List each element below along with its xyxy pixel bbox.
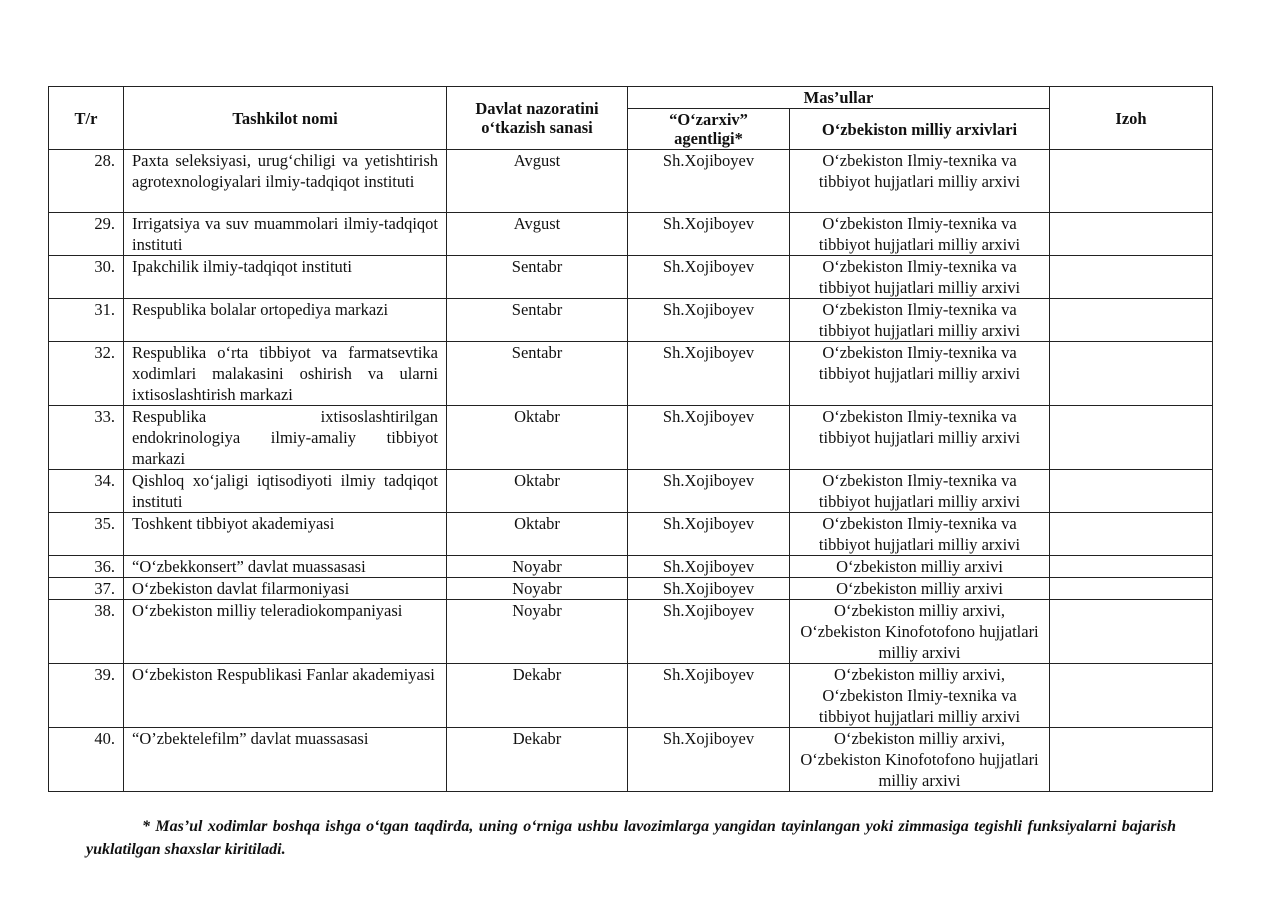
agency-responsible: Sh.Xojiboyev <box>628 513 790 556</box>
table-row <box>49 664 1213 728</box>
national-archive: O‘zbekiston Ilmiy-texnika va tibbiyot hujjatlari milliy arxivi <box>790 342 1050 406</box>
organization-name: Ipakchilik ilmiy-tadqiqot instituti <box>124 256 447 299</box>
table-row <box>49 299 1213 342</box>
national-archive: O‘zbekiston milliy arxivi, O‘zbekiston Kinofotofono hujjatlari milliy arxivi <box>790 728 1050 792</box>
organization-name: O‘zbekiston milliy teleradiokompaniyasi <box>124 600 447 664</box>
table-row <box>49 556 1213 578</box>
organization-name: Respublika bolalar ortopediya markazi <box>124 299 447 342</box>
organization-name: Respublika o‘rta tibbiyot va farmatsevtika xodimlari malakasini oshirish va ularni ixtisoslashtirish markazi <box>124 342 447 406</box>
header-agency: “O‘zarxiv” agentligi* <box>628 109 790 150</box>
row-number: 40. <box>49 728 124 792</box>
agency-responsible: Sh.Xojiboyev <box>628 556 790 578</box>
control-month: Avgust <box>447 150 628 213</box>
organization-name: O‘zbekiston Respublikasi Fanlar akademiyasi <box>124 664 447 728</box>
control-month: Oktabr <box>447 513 628 556</box>
table-row <box>49 406 1213 470</box>
national-archive: O‘zbekiston milliy arxivi <box>790 578 1050 600</box>
national-archive: O‘zbekiston milliy arxivi <box>790 556 1050 578</box>
header-number: T/r <box>49 87 124 150</box>
header-responsible-group: Mas’ullar <box>628 87 1050 109</box>
row-note <box>1050 600 1213 664</box>
national-archive: O‘zbekiston Ilmiy-texnika va tibbiyot hujjatlari milliy arxivi <box>790 406 1050 470</box>
national-archive: O‘zbekiston Ilmiy-texnika va tibbiyot hujjatlari milliy arxivi <box>790 299 1050 342</box>
organization-name: Paxta seleksiyasi, urug‘chiligi va yetishtirish agrotexnologiyalari ilmiy-tadqiqot instituti <box>124 150 447 213</box>
row-number: 31. <box>49 299 124 342</box>
row-number: 30. <box>49 256 124 299</box>
organization-name: Respublika ixtisoslashtirilgan endokrinologiya ilmiy-amaliy tibbiyot markazi <box>124 406 447 470</box>
table-row <box>49 256 1213 299</box>
table-body <box>49 150 1213 792</box>
control-month: Oktabr <box>447 470 628 513</box>
table-row <box>49 578 1213 600</box>
control-month: Noyabr <box>447 578 628 600</box>
control-month: Sentabr <box>447 256 628 299</box>
table-row <box>49 600 1213 664</box>
agency-responsible: Sh.Xojiboyev <box>628 342 790 406</box>
header-note: Izoh <box>1050 87 1213 150</box>
row-note <box>1050 406 1213 470</box>
row-number: 37. <box>49 578 124 600</box>
table-row <box>49 150 1213 213</box>
row-note <box>1050 150 1213 213</box>
national-archive: O‘zbekiston Ilmiy-texnika va tibbiyot hujjatlari milliy arxivi <box>790 213 1050 256</box>
control-month: Dekabr <box>447 728 628 792</box>
agency-responsible: Sh.Xojiboyev <box>628 150 790 213</box>
control-month: Noyabr <box>447 556 628 578</box>
row-number: 38. <box>49 600 124 664</box>
national-archive: O‘zbekiston milliy arxivi, O‘zbekiston Kinofotofono hujjatlari milliy arxivi <box>790 600 1050 664</box>
agency-responsible: Sh.Xojiboyev <box>628 256 790 299</box>
control-schedule-table <box>48 86 1213 792</box>
row-note <box>1050 470 1213 513</box>
organization-name: Irrigatsiya va suv muammolari ilmiy-tadqiqot instituti <box>124 213 447 256</box>
row-number: 28. <box>49 150 124 213</box>
row-note <box>1050 213 1213 256</box>
control-month: Noyabr <box>447 600 628 664</box>
row-note <box>1050 664 1213 728</box>
control-month: Sentabr <box>447 342 628 406</box>
row-note <box>1050 578 1213 600</box>
national-archive: O‘zbekiston Ilmiy-texnika va tibbiyot hujjatlari milliy arxivi <box>790 256 1050 299</box>
row-number: 39. <box>49 664 124 728</box>
header-organization: Tashkilot nomi <box>124 87 447 150</box>
row-note <box>1050 513 1213 556</box>
table-row <box>49 213 1213 256</box>
row-note <box>1050 728 1213 792</box>
control-month: Sentabr <box>447 299 628 342</box>
organization-name: Toshkent tibbiyot akademiyasi <box>124 513 447 556</box>
agency-responsible: Sh.Xojiboyev <box>628 406 790 470</box>
row-note <box>1050 342 1213 406</box>
footnote: * Mas’ul xodimlar boshqa ishga o‘tgan taqdirda, uning o‘rniga ushbu lavozimlarga yangidan tayinlangan yoki zimmasiga tegishli funksiyalarni bajarish yuklatilgan shaxslar kiritiladi. <box>86 818 1176 858</box>
organization-name: O‘zbekiston davlat filarmoniyasi <box>124 578 447 600</box>
agency-responsible: Sh.Xojiboyev <box>628 728 790 792</box>
table-row <box>49 728 1213 792</box>
agency-responsible: Sh.Xojiboyev <box>628 578 790 600</box>
row-number: 33. <box>49 406 124 470</box>
organization-name: “O‘zbekkonsert” davlat muassasasi <box>124 556 447 578</box>
table-header <box>49 87 1213 150</box>
agency-responsible: Sh.Xojiboyev <box>628 600 790 664</box>
header-national-archives: O‘zbekiston milliy arxivlari <box>790 109 1050 150</box>
national-archive: O‘zbekiston Ilmiy-texnika va tibbiyot hujjatlari milliy arxivi <box>790 470 1050 513</box>
agency-responsible: Sh.Xojiboyev <box>628 470 790 513</box>
row-number: 34. <box>49 470 124 513</box>
row-number: 35. <box>49 513 124 556</box>
national-archive: O‘zbekiston milliy arxivi, O‘zbekiston Ilmiy-texnika va tibbiyot hujjatlari milliy arxivi <box>790 664 1050 728</box>
agency-responsible: Sh.Xojiboyev <box>628 664 790 728</box>
row-note <box>1050 256 1213 299</box>
agency-responsible: Sh.Xojiboyev <box>628 213 790 256</box>
agency-responsible: Sh.Xojiboyev <box>628 299 790 342</box>
organization-name: “O’zbektelefilm” davlat muassasasi <box>124 728 447 792</box>
row-number: 32. <box>49 342 124 406</box>
table-row <box>49 513 1213 556</box>
national-archive: O‘zbekiston Ilmiy-texnika va tibbiyot hujjatlari milliy arxivi <box>790 150 1050 213</box>
organization-name: Qishloq xo‘jaligi iqtisodiyoti ilmiy tadqiqot instituti <box>124 470 447 513</box>
control-month: Dekabr <box>447 664 628 728</box>
row-note <box>1050 556 1213 578</box>
row-note <box>1050 299 1213 342</box>
table-row <box>49 342 1213 406</box>
row-number: 36. <box>49 556 124 578</box>
control-month: Avgust <box>447 213 628 256</box>
header-control-date: Davlat nazoratini o‘tkazish sanasi <box>447 87 628 150</box>
row-number: 29. <box>49 213 124 256</box>
national-archive: O‘zbekiston Ilmiy-texnika va tibbiyot hujjatlari milliy arxivi <box>790 513 1050 556</box>
control-month: Oktabr <box>447 406 628 470</box>
table-row <box>49 470 1213 513</box>
